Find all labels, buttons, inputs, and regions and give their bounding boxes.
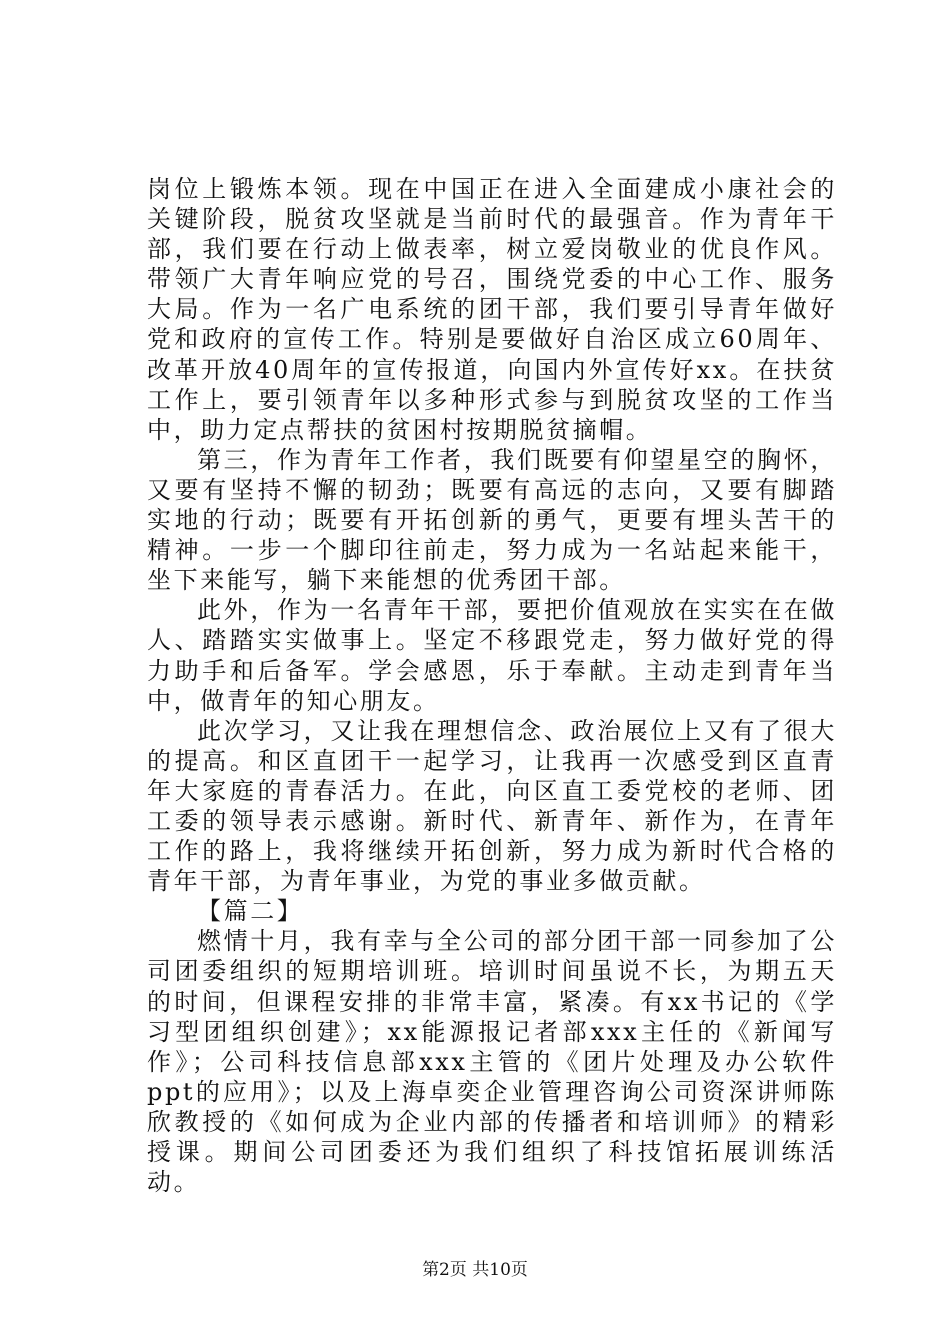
paragraph-5: 燃情十月，我有幸与全公司的部分团干部一同参加了公司团委组织的短期培训班。培训时间虽说不长，为期五天的时间，但课程安排的非常丰富，紧凑。有xx书记的《学习型团组织创建》；xx能源报记者部xxx主任的《新闻写作》；公司科技信息部xxx主管的《团片处理及办公软件ppt的应用》；以及上海卓奕企业管理咨询公司资深讲师陈欣教授的《如何成为企业内部的传播者和培训师》的精彩授课。期间公司团委还为我们组织了科技馆拓展训练活动。	[147, 927, 837, 1197]
paragraph-4: 此次学习，又让我在理想信念、政治展位上又有了很大的提高。和区直团干一起学习，让我再一次感受到区直青年大家庭的青春活力。在此，向区直工委党校的老师、团工委的领导表示感谢。新时代、新青年、新作为，在青年工作的路上，我将继续开拓创新，努力成为新时代合格的青年干部，为青年事业，为党的事业多做贡献。	[147, 716, 837, 896]
section-heading: 【篇二】	[197, 897, 304, 926]
page-number-footer: 第2页 共10页	[422, 1260, 528, 1280]
document-body	[147, 174, 837, 1197]
paragraph-2: 第三，作为青年工作者，我们既要有仰望星空的胸怀，又要有坚持不懈的韧劲；既要有高远的志向，又要有脚踏实地的行动；既要有开拓创新的勇气，更要有埋头苦干的精神。一步一个脚印往前走，努力成为一名站起来能干，坐下来能写，躺下来能想的优秀团干部。	[147, 445, 837, 595]
paragraph-1: 岗位上锻炼本领。现在中国正在进入全面建成小康社会的关键阶段，脱贫攻坚就是当前时代的最强音。作为青年干部，我们要在行动上做表率，树立爱岗敬业的优良作风。带领广大青年响应党的号召，围绕党委的中心工作、服务大局。作为一名广电系统的团干部，我们要引导青年做好党和政府的宣传工作。特别是要做好自治区成立60周年、改革开放40周年的宣传报道，向国内外宣传好xx。在扶贫工作上，要引领青年以多种形式参与到脱贫攻坚的工作当中，助力定点帮扶的贫困村按期脱贫摘帽。	[147, 175, 837, 444]
paragraph-3: 此外，作为一名青年干部，要把价值观放在实实在在做人、踏踏实实做事上。坚定不移跟党走，努力做好党的得力助手和后备军。学会感恩，乐于奉献。主动走到青年当中，做青年的知心朋友。	[147, 596, 837, 715]
